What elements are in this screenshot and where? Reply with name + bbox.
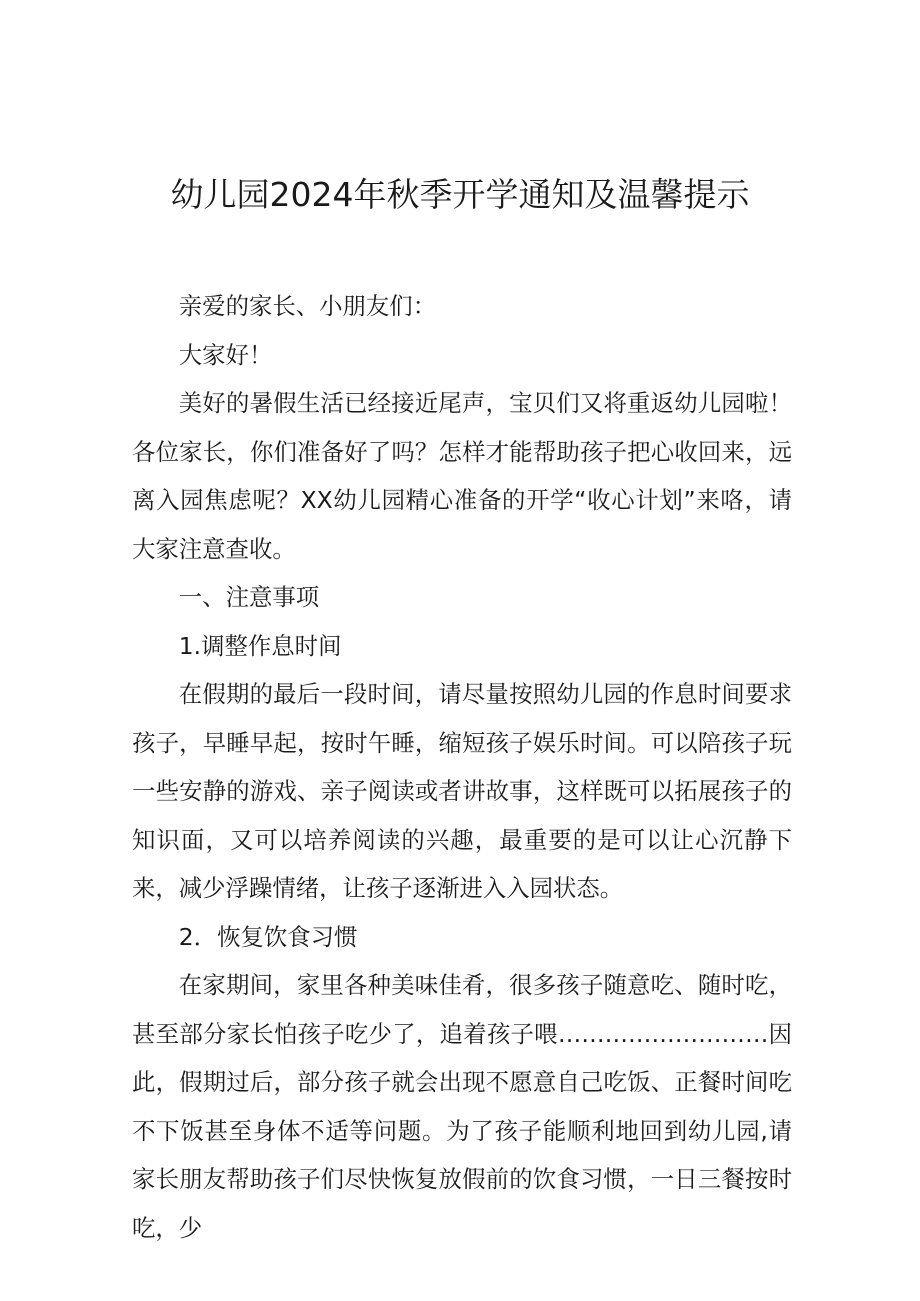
- section-heading: 一、注意事项: [178, 583, 320, 611]
- intro-paragraph: 美好的暑假生活已经接近尾声，宝贝们又将重返幼儿园啦！各位家长，你们准备好了吗？怎样才能帮助孩子把心收回来，远离入园焦虑呢？XX幼儿园精心准备的开学“收心计划”来咯，请大家注意查收。: [132, 389, 792, 563]
- paragraph-schedule: 在假期的最后一段时间，请尽量按照幼儿园的作息时间要求孩子，早睡早起，按时午睡，缩短孩子娱乐时间。可以陪孩子玩一些安静的游戏、亲子阅读或者讲故事，这样既可以拓展孩子的知识面，又可以培养阅读的兴趣，最重要的是可以让心沉静下来，减少浮躁情绪，让孩子逐渐进入入园状态。: [132, 680, 792, 902]
- subsection-heading-1: 1.调整作息时间: [178, 631, 342, 660]
- subsection-heading-2: 2．恢复饮食习惯: [178, 922, 358, 951]
- salutation: 大家好！: [178, 340, 273, 369]
- greeting: 亲爱的家长、小朋友们：: [178, 292, 437, 320]
- document-title: 幼儿园2024年秋季开学通知及温馨提示: [170, 175, 750, 214]
- document-body: [132, 282, 792, 1252]
- paragraph-diet: 在家期间，家里各种美味佳肴，很多孩子随意吃、随时吃，甚至部分家长怕孩子吃少了，追着孩子喂………………………因此，假期过后，部分孩子就会出现不愿意自己吃饭、正餐时间吃不下饭甚至身体不适等问题。为了孩子能顺利地回到幼儿园,请家长朋友帮助孩子们尽快恢复放假前的饮食习惯，一日三餐按时吃，少: [132, 971, 792, 1242]
